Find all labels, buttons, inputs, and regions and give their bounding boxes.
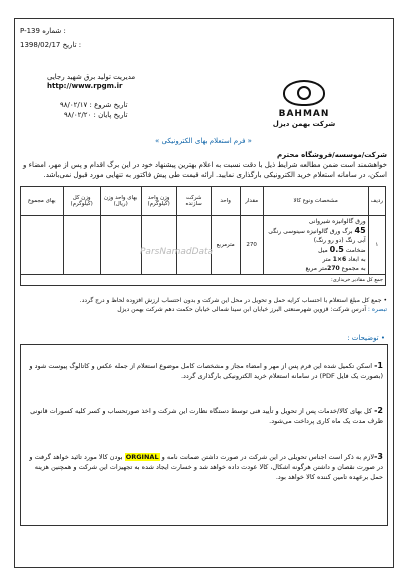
form-title: « فرم استعلام بهای الکترونیکی » [155,137,252,145]
col-maker: شرکت سازنده [176,187,211,216]
col-unit-weight: وزن واحد (کیلوگرم) [141,187,176,216]
condition-total: • جمع کل مبلغ استعلام با احتساب کرایه حمل و تحویل در محل این شرکت و بدون احتساب ارزش افزوده لحاظ و درج گردد. [79,297,387,304]
col-total-price: بهای مجموع [21,187,64,216]
company-logo [268,80,340,128]
row-description: ورق گالوانیزه شیروانی 45 برگ ورق گالوانیزه سینوسی رنگی آبی رنگ (دو رو رنگ) ضخامت 0.5 میل به ابعاد 6×1 متر به مجموع 270متر مربع [263,216,368,275]
condition-address: تبصره : آدرس شرکت: قزوین شهرصنعتی البرز خیابان ابن سینا شمالی خیابان حکمت دهم شرکت بهمن دیزل [117,306,387,313]
col-total-weight: وزن کل (کیلوگرم) [63,187,100,216]
note-item: 1- اسکن تکمیل شده این فرم پس از مهر و امضاء مجاز و مشخصات کامل موضوع استعلام از جمله عکس و کاتالوگ پیوست شود و (بصورت یک فایل PDF) در سامانه استعلام خرید الکترونیکی بارگذاری گردد. [29,361,383,380]
col-unit-price: بهای واحد وزن (ریال) [100,187,141,216]
company-url[interactable]: http://www.rpgm.ir [47,82,123,90]
start-date: تاریخ شروع : ۹۸/۰۲/۱۷ [60,101,128,109]
col-unit: واحد [211,187,240,216]
document-date: 1398/02/17 تاریخ : [20,41,82,49]
items-table [20,186,386,286]
col-qty: مقدار [240,187,263,216]
logo-icon [283,80,325,106]
reference-number: P-139 شماره : [20,27,66,35]
sum-row [21,275,386,286]
sum-label: جمع کل مقادیر خریداری: [21,275,386,286]
notes-box [20,344,388,526]
logo-brand: BAHMAN [278,109,330,119]
row-unit-weight[interactable] [141,216,176,275]
row-index: ۱ [368,216,385,275]
row-unit-price[interactable] [100,216,141,275]
logo-company-name: شرکت بهمن دیزل [272,120,336,128]
conditions [27,296,387,314]
watermark: ParsNamadData [140,247,214,257]
addressee: شرکت/موسسه/فروشگاه محترم [277,151,387,159]
row-unit: مترمربع [211,216,240,275]
table-row [21,216,386,275]
original-highlight: ORGINAL [125,453,159,461]
note-item: 2- کل بهای کالا/خدمات پس از تحویل و تأیید فنی توسط دستگاه نظارت این شرکت و اخذ صورتحساب و کسر کلیه کسورات قانونی ظرف مدت یک ماه کاری پرداخت می‌شود. [30,406,383,425]
company-name: مدیریت تولید برق شهید رجایی [47,73,136,81]
end-date: تاریخ پایان : ۹۸/۰۲/۲۰ [63,111,128,119]
col-description: مشخصات ونوع کالا [263,187,368,216]
row-qty: 270 [240,216,263,275]
row-total-weight[interactable] [63,216,100,275]
intro-text [22,150,387,180]
inquiry-dates [60,100,128,120]
table-header-row [21,187,386,216]
notes-title: • توضیحات : [347,334,385,342]
intro-body: خواهشمند است ضمن مطالعه شرایط ذیل با دقت نسبت به اعلام بهترین پیشنهاد خود در این برگ اقدام و پس از مهر، امضاء و اسکن، در سامانه استعلام خرید الکترونیکی بارگذاری نمایید. ارائه قیمت طی پیش فاکتور به تنهایی مورد قبول نمی‌باشد. [23,161,387,179]
company-block [47,73,135,91]
row-total-price[interactable] [21,216,64,275]
col-index: ردیف [368,187,385,216]
row-maker[interactable] [176,216,211,275]
note-item: 3-لازم به ذکر است اجناس تحویلی در این شرکت در صورت داشتن ضمانت نامه و ORGINAL بودن کالا مورد تائید خواهد گرفت و در صورت نقصان و داشتن هرگونه اشکال، کالا عودت داده خواهد شد و خسارت ایجاد شده به تجهیزات این شرکت و همچنین هزینه حمل برعهده تامین کننده کالا خواهد بود. [29,452,383,481]
